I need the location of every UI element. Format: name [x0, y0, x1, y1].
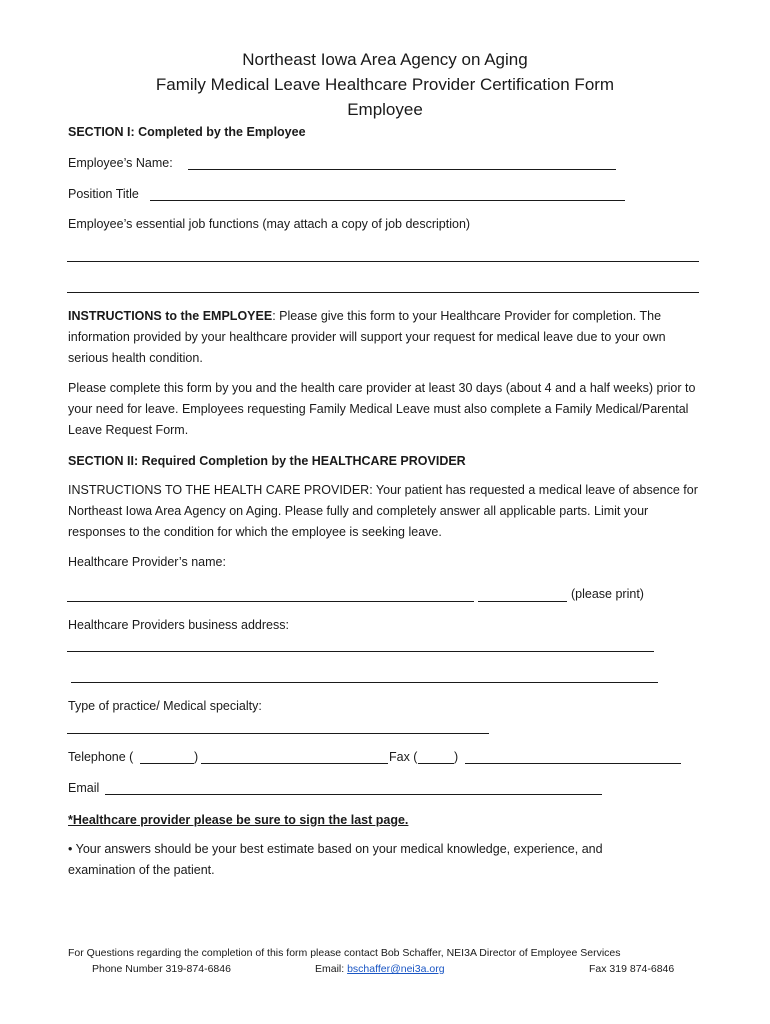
provider-name-label: Healthcare Provider’s name: [68, 555, 226, 569]
position-title-field[interactable] [150, 200, 625, 201]
practice-field[interactable] [67, 733, 489, 734]
section2-heading: SECTION II: Required Completion by the HEALTHCARE PROVIDER [68, 454, 466, 468]
please-print-note: (please print) [571, 587, 644, 601]
telephone-number-field[interactable] [201, 763, 388, 764]
job-functions-field-1[interactable] [67, 261, 699, 262]
telephone-area-code-field[interactable] [140, 763, 194, 764]
provider-name-field-2[interactable] [478, 601, 567, 602]
section1-heading: SECTION I: Completed by the Employee [68, 125, 306, 139]
employee-instructions-text: : Please give this form to your Healthcare Provider for completion. The information provided by your healthcare provider will support your request for medical leave due to your own serious health condition. [68, 309, 666, 365]
footer-email-link[interactable]: bschaffer@nei3a.org [347, 963, 445, 975]
fax-area-code-field[interactable] [418, 763, 454, 764]
footer-phone: Phone Number 319-874-6846 [92, 963, 231, 975]
address-field-2[interactable] [71, 682, 658, 683]
email-label: Email [68, 781, 100, 795]
position-title-label: Position Title [68, 187, 139, 201]
telephone-close-paren: ) [194, 750, 199, 764]
fax-label: Fax ( [389, 750, 418, 764]
practice-label: Type of practice/ Medical specialty: [68, 699, 262, 713]
job-functions-label: Employee’s essential job functions (may attach a copy of job description) [68, 217, 471, 231]
fax-number-field[interactable] [465, 763, 681, 764]
footer-email-label: Email: [315, 963, 348, 975]
form-subtitle: Employee [347, 100, 423, 119]
provider-name-field[interactable] [67, 601, 474, 602]
footer-contact-line: For Questions regarding the completion of this form please contact Bob Schaffer, NEI3A Director of Employee Services [68, 947, 621, 959]
sign-last-page-notice: *Healthcare provider please be sure to sign the last page. [68, 813, 409, 827]
address-label: Healthcare Providers business address: [68, 618, 289, 632]
employee-instructions [68, 306, 708, 369]
email-field[interactable] [105, 794, 602, 795]
footer-email [315, 962, 445, 977]
estimate-bullet: • Your answers should be your best estimate based on your medical knowledge, experience, and examination of the patient. [68, 842, 603, 877]
employee-instructions-lead: INSTRUCTIONS to the EMPLOYEE [68, 309, 273, 323]
telephone-label: Telephone ( [68, 750, 134, 764]
provider-instructions: INSTRUCTIONS TO THE HEALTH CARE PROVIDER: Your patient has requested a medical leave of absence for Northeast Iowa Area Agency on Aging. Please fully and completely answer all applicable parts. Limit your responses to the condition for which the employee is seeking leave. [68, 483, 698, 539]
footer-fax: Fax 319 874-6846 [589, 963, 675, 975]
agency-title: Northeast Iowa Area Agency on Aging [242, 50, 528, 69]
job-functions-field-2[interactable] [67, 292, 699, 293]
fax-close-paren: ) [454, 750, 459, 764]
employee-instructions-para2: Please complete this form by you and the health care provider at least 30 days (about 4 and a half weeks) prior to your need for leave. Employees requesting Family Medical Leave must also complete a Family Medical/Parental Leave Request Form. [68, 381, 696, 437]
form-title: Family Medical Leave Healthcare Provider Certification Form [155, 75, 615, 94]
employee-name-label: Employee’s Name: [68, 156, 173, 170]
address-field-1[interactable] [67, 651, 654, 652]
employee-name-field[interactable] [188, 169, 616, 170]
